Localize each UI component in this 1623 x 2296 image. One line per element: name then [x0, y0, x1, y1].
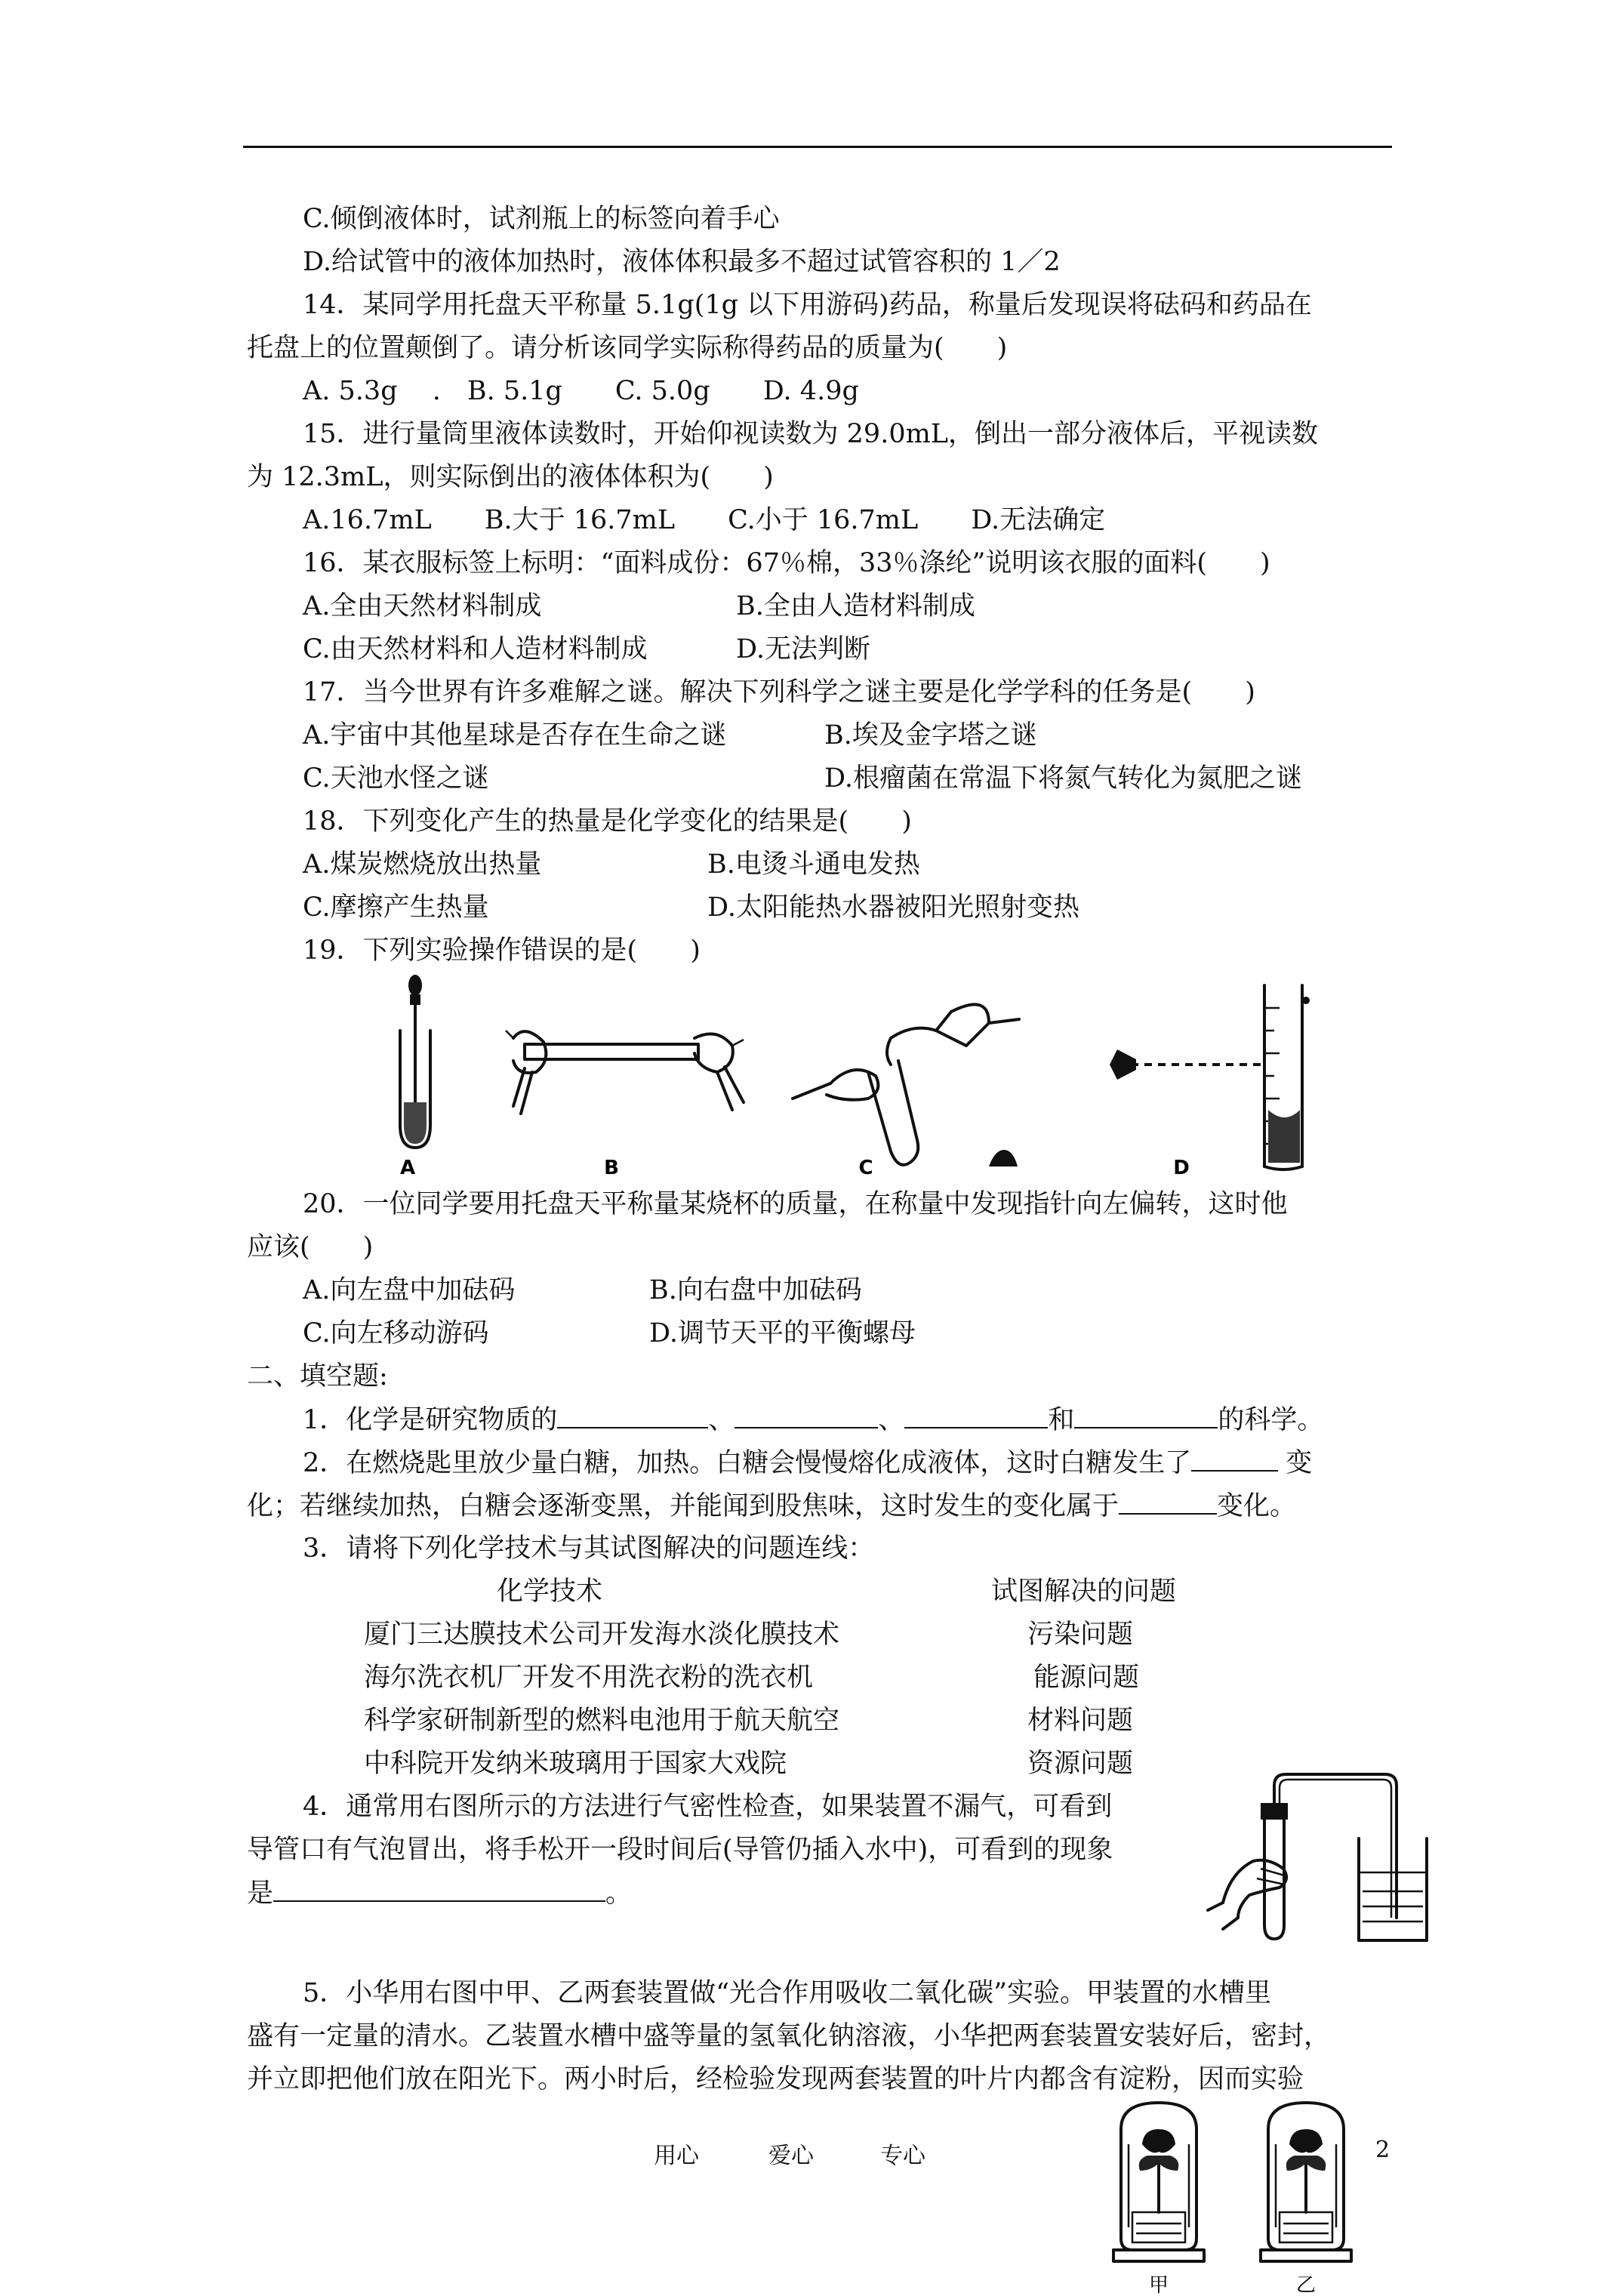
fill-1 [303, 1404, 1323, 1435]
fill-2-text-end: 变 [1286, 1448, 1313, 1478]
figure-19-illustrations [362, 970, 1344, 1179]
fill-3: 3．请将下列化学技术与其试图解决的问题连线： [303, 1533, 875, 1564]
figure-19-d-reading-cylinder [1110, 985, 1310, 1170]
option-18a: A.煤炭燃烧放出热量 [303, 849, 542, 880]
option-16c: C.由天然材料和人造材料制成 [303, 634, 648, 664]
fill-1-blank-4[interactable] [1074, 1404, 1218, 1428]
option-17c: C.天池水怪之谜 [303, 763, 489, 794]
question-15-line2: 为 12.3mL，则实际倒出的液体体积为( ) [247, 462, 774, 492]
fill-2-text: 化；若继续加热，白糖会逐渐变黑，并能闻到股焦味，这时发生的变化属于 [247, 1491, 1119, 1521]
section-fill-in-title: 二、填空题: [247, 1361, 388, 1391]
figure-19-label-b: B [604, 1157, 619, 1179]
bell-jar-jia [1113, 2103, 1204, 2261]
fill-4-line1: 4．通常用右图所示的方法进行气密性检查，如果装置不漏气，可看到 [303, 1792, 1113, 1822]
tech-row-right: 污染问题 [1027, 1620, 1134, 1650]
fill-1-sep: 、 [708, 1405, 735, 1435]
option-13c: C.倾倒液体时，试剂瓶上的标签向着手心 [303, 204, 780, 234]
label-jia: 甲 [1148, 2274, 1169, 2296]
figure-19-label-c: C [858, 1157, 873, 1179]
question-15-line1: 15．进行量筒里液体读数时，开始仰视读数为 29.0mL，倒出一部分液体后，平视读数 [303, 419, 1319, 449]
tech-row-right: 材料问题 [1027, 1706, 1134, 1736]
figure-19-label-a: A [399, 1157, 416, 1179]
footer-text-1: 用心 [654, 2143, 699, 2169]
fill-5-line1: 5．小华用右图中甲、乙两套装置做“光合作用吸收二氧化碳”实验。甲装置的水槽里 [303, 1978, 1272, 2008]
question-15-options: A.16.7mL B.大于 16.7mL C.小于 16.7mL D.无法确定 [303, 505, 1106, 535]
question-14-line2: 托盘上的位置颠倒了。请分析该同学实际称得药品的质量为( ) [247, 333, 1008, 363]
fill-1-blank-1[interactable] [557, 1404, 708, 1428]
footer-text-3: 专心 [880, 2143, 925, 2169]
question-19: 19．下列实验操作错误的是( ) [303, 935, 701, 966]
fill-2-blank-2[interactable] [1119, 1490, 1217, 1515]
question-16: 16．某衣服标签上标明：“面料成份：67％棉，33％涤纶”说明该衣服的面料( ) [303, 548, 1270, 578]
tech-row-left: 科学家研制新型的燃料电池用于航天航空 [364, 1706, 840, 1736]
footer-text-2: 爱心 [768, 2143, 814, 2169]
fill-4-end: 。 [605, 1878, 633, 1909]
fill-1-text: 1．化学是研究物质的 [303, 1405, 558, 1435]
fill-4-text: 是 [247, 1878, 274, 1909]
fill-4-line2: 导管口有气泡冒出，将手松开一段时间后(导管仍插入水中)，可看到的现象 [247, 1835, 1113, 1865]
photosynthesis-apparatus-figure [1106, 2099, 1385, 2295]
option-20c: C.向左移动游码 [303, 1318, 489, 1348]
option-16d: D.无法判断 [736, 634, 870, 664]
fill-2-line1 [303, 1447, 1312, 1478]
option-18c: C.摩擦产生热量 [303, 892, 489, 923]
option-18b: B.电烫斗通电发热 [707, 849, 920, 880]
fill-1-and: 和 [1048, 1405, 1075, 1435]
question-20-line2: 应该( ) [247, 1232, 374, 1262]
figure-19-c-pouring-liquid [793, 1004, 1019, 1166]
option-18d: D.太阳能热水器被阳光照射变热 [707, 892, 1079, 923]
option-17b: B.埃及金字塔之谜 [824, 720, 1037, 750]
option-16a: A.全由天然材料制成 [303, 591, 542, 621]
header-rule [243, 146, 1392, 148]
fill-1-end: 的科学。 [1218, 1405, 1324, 1435]
label-yi: 乙 [1295, 2274, 1317, 2296]
fill-5-line2: 盛有一定量的清水。乙装置水槽中盛等量的氢氧化钠溶液，小华把两套装置安装好后，密封， [247, 2021, 1331, 2051]
option-13d: D.给试管中的液体加热时，液体体积最多不超过试管容积的 1／2 [303, 247, 1061, 277]
figure-19-a-dropper-in-tube [400, 975, 430, 1148]
question-17: 17．当今世界有许多难解之谜。解决下列科学之谜主要是化学学科的任务是( ) [303, 677, 1255, 707]
fill-1-blank-3[interactable] [904, 1404, 1048, 1428]
tech-row-right: 能源问题 [1033, 1663, 1140, 1693]
fill-4-blank[interactable] [273, 1878, 605, 1902]
tech-row-right: 资源问题 [1027, 1749, 1134, 1779]
option-16b: B.全由人造材料制成 [736, 591, 975, 621]
page-number: 2 [1375, 2137, 1390, 2163]
airtightness-apparatus-figure [1208, 1767, 1427, 1948]
question-20-line1: 20．一位同学要用托盘天平称量某烧杯的质量，在称量中发现指针向左偏转，这时他 [303, 1189, 1288, 1219]
option-17a: A.宇宙中其他星球是否存在生命之谜 [303, 720, 727, 750]
question-14-options: A. 5.3g . B. 5.1g C. 5.0g D. 4.9g [303, 376, 859, 406]
fill-4-line3 [247, 1878, 632, 1909]
option-20b: B.向右盘中加砝码 [649, 1275, 862, 1305]
figure-19-b-heating-tube-by-hand [506, 1031, 744, 1114]
fill-1-blank-2[interactable] [735, 1404, 878, 1428]
fill-2-text: 2．在燃烧匙里放少量白糖，加热。白糖会慢慢熔化成液体，这时白糖发生了 [303, 1448, 1192, 1478]
tech-header-left: 化学技术 [497, 1576, 603, 1607]
tech-row-left: 中科院开发纳米玻璃用于国家大戏院 [364, 1749, 787, 1779]
fill-5-line3: 并立即把他们放在阳光下。两小时后，经检验发现两套装置的叶片内都含有淀粉，因而实验 [247, 2064, 1304, 2094]
tech-row-left: 厦门三达膜技术公司开发海水淡化膜技术 [364, 1620, 840, 1650]
question-14-line1: 14．某同学用托盘天平称量 5.1g(1g 以下用游码)药品，称量后发现误将砝码和药品在 [303, 290, 1312, 320]
fill-2-text-end: 变化。 [1217, 1491, 1297, 1521]
option-17d: D.根瘤菌在常温下将氮气转化为氮肥之谜 [824, 763, 1302, 794]
fill-1-sep: 、 [878, 1405, 905, 1435]
fill-2-blank-1[interactable] [1191, 1447, 1278, 1472]
bell-jar-yi [1261, 2103, 1351, 2261]
tech-row-left: 海尔洗衣机厂开发不用洗衣粉的洗衣机 [364, 1663, 814, 1693]
option-20d: D.调节天平的平衡螺母 [649, 1318, 916, 1348]
question-18: 18．下列变化产生的热量是化学变化的结果是( ) [303, 806, 912, 837]
tech-header-right: 试图解决的问题 [991, 1576, 1177, 1607]
option-20a: A.向左盘中加砝码 [303, 1275, 516, 1305]
figure-19-label-d: D [1173, 1157, 1190, 1179]
fill-2-line2 [247, 1490, 1296, 1521]
